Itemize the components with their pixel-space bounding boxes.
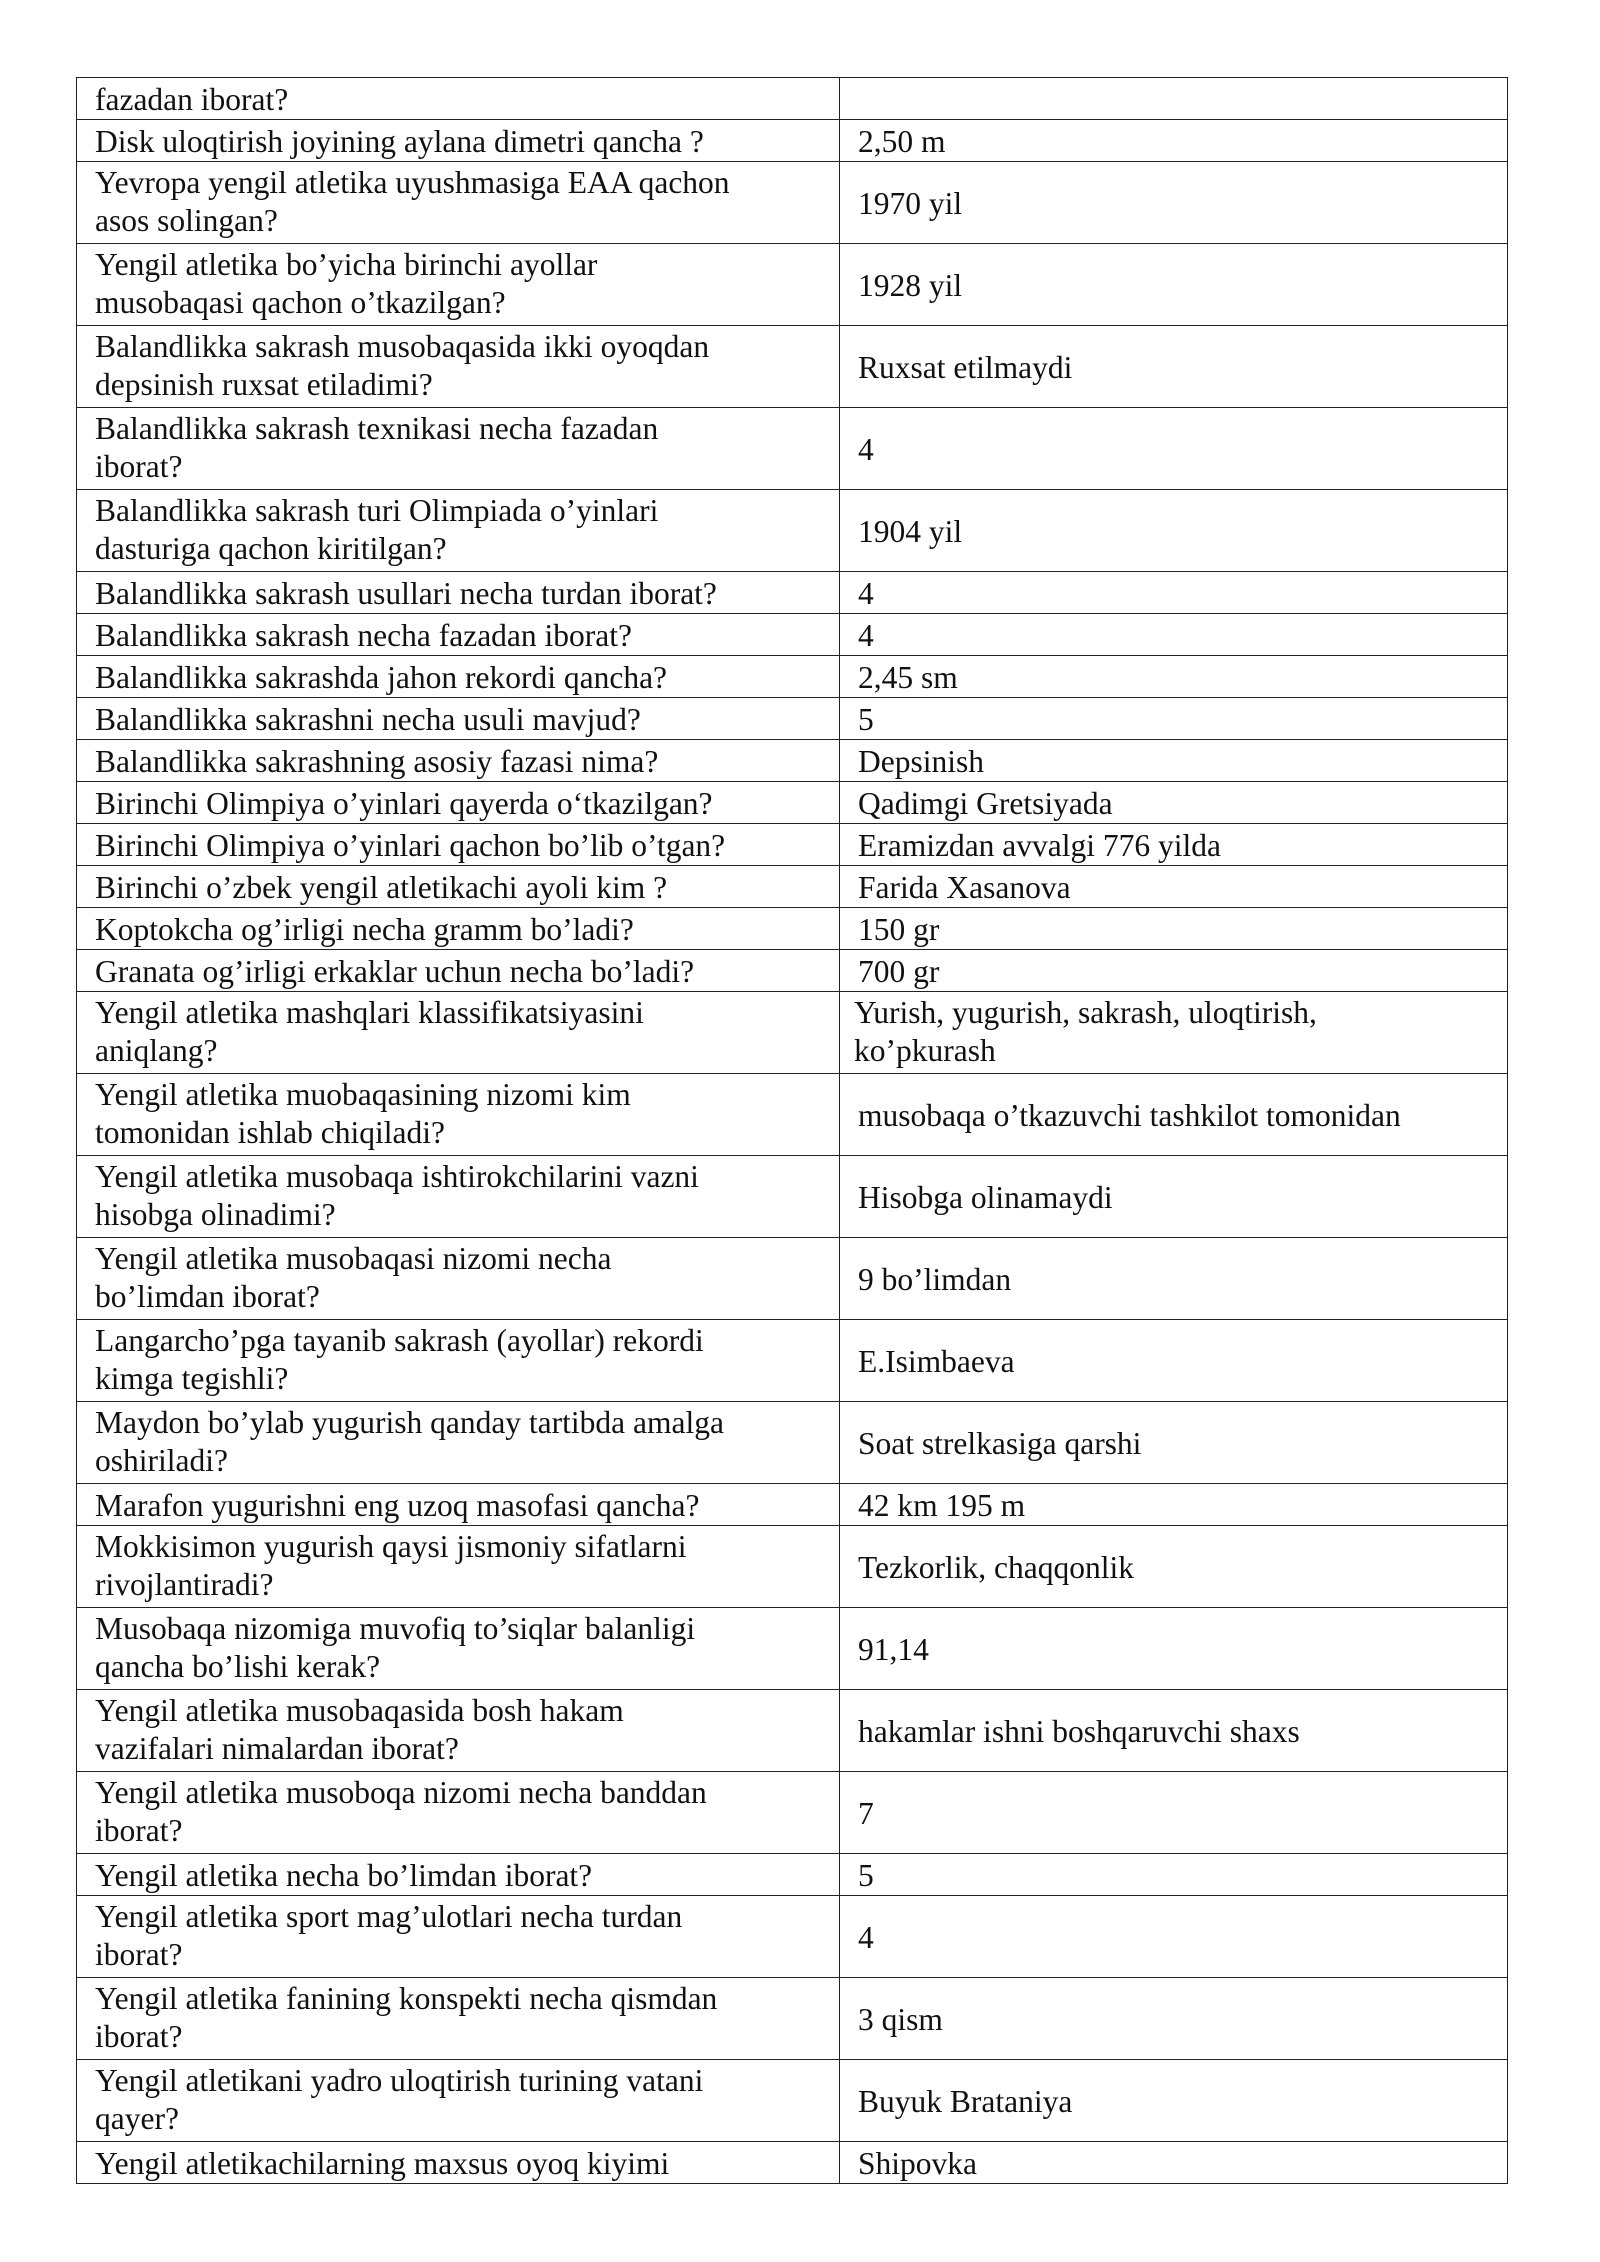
- question-cell: Disk uloqtirish joyining aylana dimetri qancha ?: [77, 120, 840, 162]
- table-row: [77, 2142, 1508, 2184]
- table-row: [77, 326, 1508, 408]
- answer-cell: 4: [840, 614, 1508, 656]
- question-cell: Balandlikka sakrashda jahon rekordi qancha?: [77, 656, 840, 698]
- table-row: [77, 408, 1508, 490]
- table-row: [77, 1484, 1508, 1526]
- table-row: [77, 824, 1508, 866]
- answer-cell: 2,50 m: [840, 120, 1508, 162]
- answer-cell: 3 qism: [840, 1978, 1508, 2060]
- answer-cell: 4: [840, 408, 1508, 490]
- answer-cell: Soat strelkasiga qarshi: [840, 1402, 1508, 1484]
- question-cell: Yengil atletika musobaqasida bosh hakam vazifalari nimalardan iborat?: [77, 1690, 840, 1772]
- question-cell: Balandlikka sakrashning asosiy fazasi nima?: [77, 740, 840, 782]
- answer-cell: Eramizdan avvalgi 776 yilda: [840, 824, 1508, 866]
- answer-cell: 2,45 sm: [840, 656, 1508, 698]
- question-cell: Balandlikka sakrashni necha usuli mavjud?: [77, 698, 840, 740]
- question-cell: Balandlikka sakrash turi Olimpiada o’yinlari dasturiga qachon kiritilgan?: [77, 490, 840, 572]
- question-cell: Balandlikka sakrash texnikasi necha fazadan iborat?: [77, 408, 840, 490]
- answer-cell: 5: [840, 698, 1508, 740]
- question-cell: Marafon yugurishni eng uzoq masofasi qancha?: [77, 1484, 840, 1526]
- question-cell: Yengil atletika sport mag’ulotlari necha turdan iborat?: [77, 1896, 840, 1978]
- table-row: [77, 120, 1508, 162]
- question-cell: Granata og’irligi erkaklar uchun necha bo’ladi?: [77, 950, 840, 992]
- table-row: [77, 1402, 1508, 1484]
- table-row: [77, 244, 1508, 326]
- answer-cell: 1928 yil: [840, 244, 1508, 326]
- table-row: [77, 740, 1508, 782]
- question-cell: Koptokcha og’irligi necha gramm bo’ladi?: [77, 908, 840, 950]
- answer-cell: 150 gr: [840, 908, 1508, 950]
- table-row: [77, 162, 1508, 244]
- table-row: [77, 950, 1508, 992]
- question-cell: Mokkisimon yugurish qaysi jismoniy sifatlarni rivojlantiradi?: [77, 1526, 840, 1608]
- table-row: [77, 992, 1508, 1074]
- question-cell: Yengil atletika bo’yicha birinchi ayollar musobaqasi qachon o’tkazilgan?: [77, 244, 840, 326]
- answer-cell: Shipovka: [840, 2142, 1508, 2184]
- table-row: [77, 908, 1508, 950]
- question-cell: Musobaqa nizomiga muvofiq to’siqlar balanligi qancha bo’lishi kerak?: [77, 1608, 840, 1690]
- question-cell: Maydon bo’ylab yugurish qanday tartibda amalga oshiriladi?: [77, 1402, 840, 1484]
- question-cell: Yevropa yengil atletika uyushmasiga EAA qachon asos solingan?: [77, 162, 840, 244]
- table-row: [77, 1608, 1508, 1690]
- answer-cell: 7: [840, 1772, 1508, 1854]
- table-row: [77, 1074, 1508, 1156]
- answer-cell: 1970 yil: [840, 162, 1508, 244]
- answer-cell: 700 gr: [840, 950, 1508, 992]
- question-cell: Yengil atletika mashqlari klassifikatsiyasini aniqlang?: [77, 992, 840, 1074]
- question-cell: Yengil atletika muobaqasining nizomi kim tomonidan ishlab chiqiladi?: [77, 1074, 840, 1156]
- question-cell: Yengil atletika musoboqa nizomi necha banddan iborat?: [77, 1772, 840, 1854]
- question-cell: Yengil atletikani yadro uloqtirish turining vatani qayer?: [77, 2060, 840, 2142]
- answer-cell: E.Isimbaeva: [840, 1320, 1508, 1402]
- answer-cell: 42 km 195 m: [840, 1484, 1508, 1526]
- table-row: [77, 1854, 1508, 1896]
- table-row: [77, 1238, 1508, 1320]
- table-row: [77, 1772, 1508, 1854]
- answer-cell: 4: [840, 1896, 1508, 1978]
- answer-cell: Qadimgi Gretsiyada: [840, 782, 1508, 824]
- question-cell: Yengil atletika musobaqa ishtirokchilarini vazni hisobga olinadimi?: [77, 1156, 840, 1238]
- table-row: [77, 698, 1508, 740]
- table-row: [77, 866, 1508, 908]
- qa-table-body: [77, 78, 1508, 2184]
- question-cell: Yengil atletika necha bo’limdan iborat?: [77, 1854, 840, 1896]
- table-row: [77, 2060, 1508, 2142]
- table-row: [77, 1320, 1508, 1402]
- question-cell: Birinchi o’zbek yengil atletikachi ayoli kim ?: [77, 866, 840, 908]
- question-cell: Yengil atletika musobaqasi nizomi necha bo’limdan iborat?: [77, 1238, 840, 1320]
- table-row: [77, 656, 1508, 698]
- answer-cell: musobaqa o’tkazuvchi tashkilot tomonidan: [840, 1074, 1508, 1156]
- table-row: [77, 572, 1508, 614]
- answer-cell: Ruxsat etilmaydi: [840, 326, 1508, 408]
- question-cell: fazadan iborat?: [77, 78, 840, 120]
- answer-cell: 1904 yil: [840, 490, 1508, 572]
- answer-cell: 91,14: [840, 1608, 1508, 1690]
- table-row: [77, 1690, 1508, 1772]
- answer-cell: [840, 78, 1508, 120]
- question-cell: Balandlikka sakrash usullari necha turdan iborat?: [77, 572, 840, 614]
- answer-cell: 9 bo’limdan: [840, 1238, 1508, 1320]
- table-row: [77, 1978, 1508, 2060]
- answer-cell: Buyuk Brataniya: [840, 2060, 1508, 2142]
- table-row: [77, 1156, 1508, 1238]
- answer-cell: Hisobga olinamaydi: [840, 1156, 1508, 1238]
- question-cell: Balandlikka sakrash necha fazadan iborat?: [77, 614, 840, 656]
- qa-table: [76, 77, 1508, 2184]
- question-cell: Birinchi Olimpiya o’yinlari qayerda o‘tkazilgan?: [77, 782, 840, 824]
- question-cell: Yengil atletika fanining konspekti necha qismdan iborat?: [77, 1978, 840, 2060]
- question-cell: Yengil atletikachilarning maxsus oyoq kiyimi: [77, 2142, 840, 2184]
- answer-cell: Farida Xasanova: [840, 866, 1508, 908]
- answer-cell: Yurish, yugurish, sakrash, uloqtirish, ko’pkurash: [840, 992, 1508, 1074]
- question-cell: Balandlikka sakrash musobaqasida ikki oyoqdan depsinish ruxsat etiladimi?: [77, 326, 840, 408]
- table-row: [77, 78, 1508, 120]
- table-row: [77, 614, 1508, 656]
- answer-cell: Depsinish: [840, 740, 1508, 782]
- question-cell: Langarcho’pga tayanib sakrash (ayollar) rekordi kimga tegishli?: [77, 1320, 840, 1402]
- question-cell: Birinchi Olimpiya o’yinlari qachon bo’lib o’tgan?: [77, 824, 840, 866]
- table-row: [77, 1526, 1508, 1608]
- table-row: [77, 490, 1508, 572]
- table-row: [77, 782, 1508, 824]
- answer-cell: Tezkorlik, chaqqonlik: [840, 1526, 1508, 1608]
- answer-cell: 5: [840, 1854, 1508, 1896]
- answer-cell: 4: [840, 572, 1508, 614]
- table-row: [77, 1896, 1508, 1978]
- answer-cell: hakamlar ishni boshqaruvchi shaxs: [840, 1690, 1508, 1772]
